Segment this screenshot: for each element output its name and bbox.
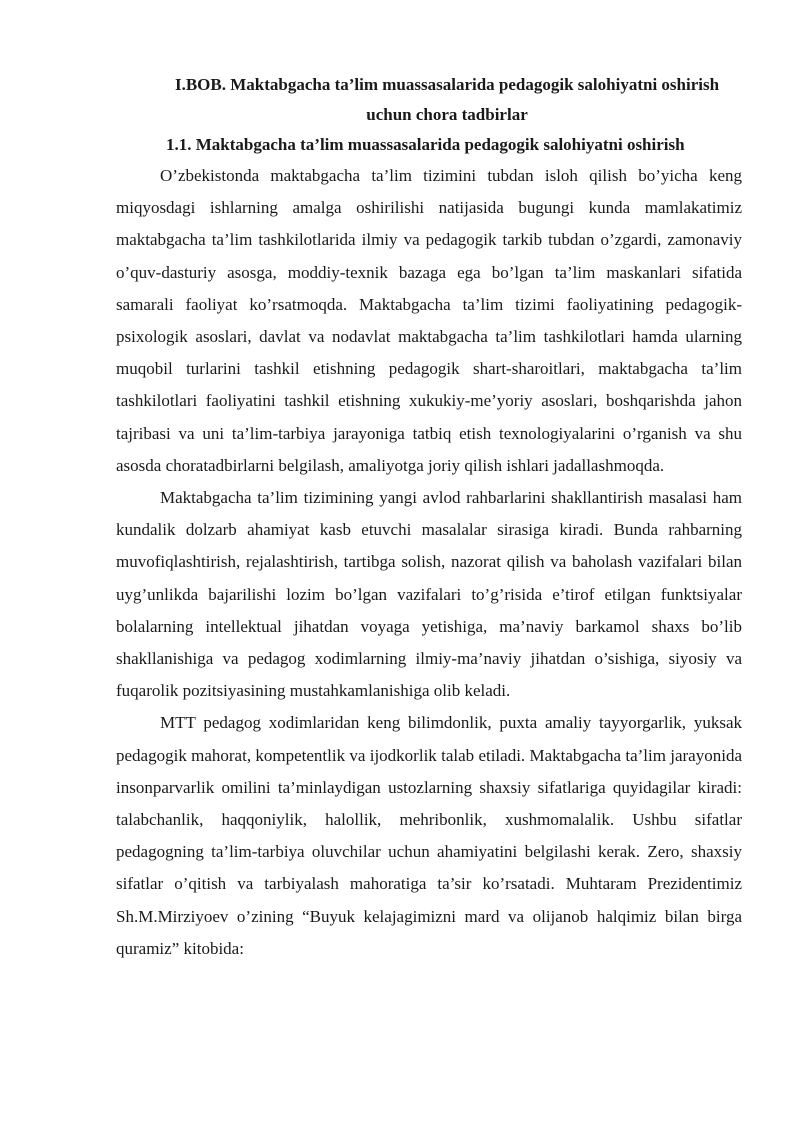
section-title: 1.1. Maktabgacha ta’lim muassasalarida pedagogik salohiyatni oshirish [166,135,685,154]
body-paragraph-2: Maktabgacha ta’lim tizimining yangi avlod rahbarlarini shakllantirish masalasi ham kundalik dolzarb ahamiyat kasb etuvchi masalalar sirasiga kiradi. Bunda rahbarning muvofiqlashtirish, rejalashtirish, tartibga solish, nazorat qilish va baholash vazifalari bilan uyg’unlikda bajarilishi lozim bo’lgan vazifalari to’g’risida e’tirof etilgan funktsiyalar bolalarning intellektual jihatdan voyaga yetishiga, ma’naviy barkamol shaxs bo’lib shakllanishiga va pedagog xodimlarning ilmiy-ma’naviy jihatdan o’sishiga, siyosiy va fuqarolik pozitsiyasining mustahkamlanishiga olib keladi. [116,488,742,701]
document-page [116,70,742,965]
body-paragraph-1: O’zbekistonda maktabgacha ta’lim tizimini tubdan isloh qilish bo’yicha keng miqyosdagi ishlarning amalga oshirilishi natijasida bugungi kunda mamlakatimiz maktabgacha ta’lim tashkilotlarida ilmiy va pedagogik tarkib tubdan o’zgardi, zamonaviy o’quv-dasturiy asosga, moddiy-texnik bazaga ega bo’lgan ta’lim maskanlari sifatida samarali faoliyat ko’rsatmoqda. Maktabgacha ta’lim tizimi faoliyatining pedagogik-psixologik asoslari, davlat va nodavlat maktabgacha ta’lim tashkilotlari hamda ularning muqobil turlarini tashkil etishning pedagogik shart-sharoitlari, maktabgacha ta’lim tashkilotlari faoliyatini tashkil etishning xukukiy-me’yoriy asoslari, boshqarishda jahon tajribasi va uni ta’lim-tarbiya jarayoniga tatbiq etish texnologiyalarini o’rganish va shu asosda choratadbirlarni belgilash, amaliyotga joriy qilish ishlari jadallashmoqda. [116,166,742,475]
chapter-title: I.BOB. Maktabgacha ta’lim muassasalarida pedagogik salohiyatni oshirish uchun chora tadbirlar [174,75,720,124]
body-paragraph-3: MTT pedagog xodimlaridan keng bilimdonlik, puxta amaliy tayyorgarlik, yuksak pedagogik mahorat, kompetentlik va ijodkorlik talab etiladi. Maktabgacha ta’lim jarayonida insonparvarlik omilini ta’minlaydigan ustozlarning shaxsiy sifatlariga quyidagilar kiradi: talabchanlik, haqqoniylik, halollik, mehribonlik, xushmomalalik. Ushbu sifatlar pedagogning ta’lim-tarbiya oluvchilar uchun ahamiyatini belgilashi kerak. Zero, shaxsiy sifatlar o’qitish va tarbiyalash mahoratiga ta’sir ko’rsatadi. Muhtaram Prezidentimiz Sh.M.Mirziyoev o’zining “Buyuk kelajagimizni mard va olijanob halqimiz bilan birga quramiz” kitobida: [116,713,742,958]
